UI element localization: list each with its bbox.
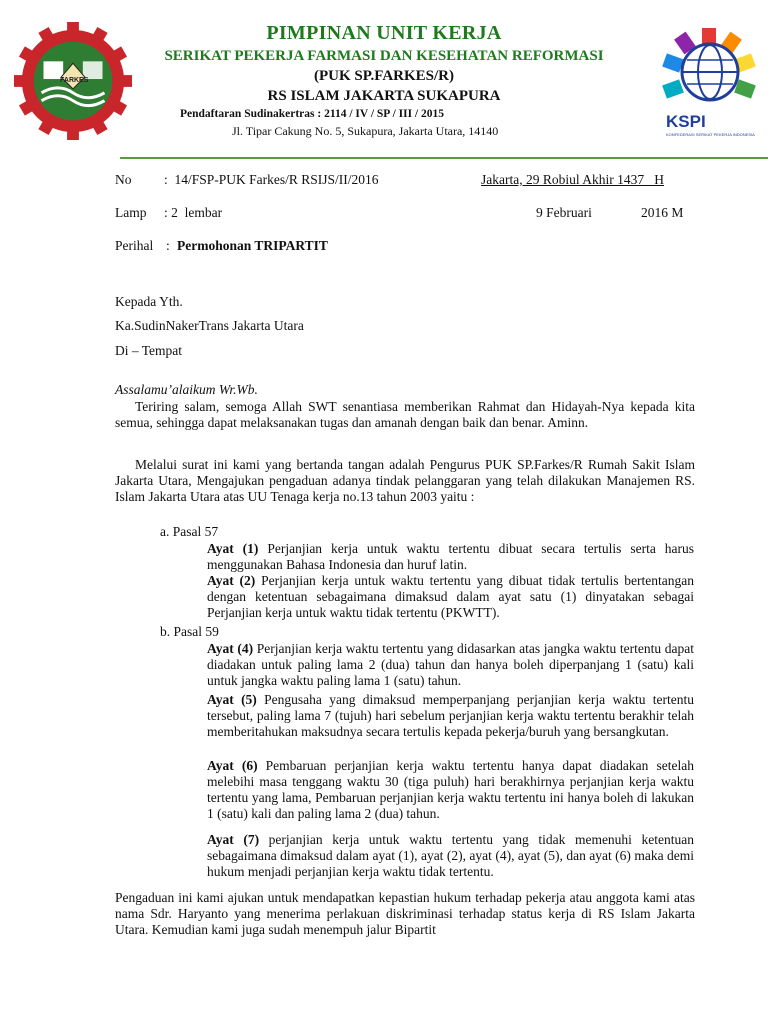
letterhead xyxy=(0,0,768,160)
letterhead-org: SERIKAT PEKERJA FARMASI DAN KESEHATAN REFORMASI xyxy=(164,48,604,64)
recipient-line1: Kepada Yth. xyxy=(115,294,183,309)
pasal-b-ayat-7 xyxy=(207,832,694,880)
ayat-label: Ayat (4) xyxy=(207,641,254,656)
paragraph-3-text: Pengaduan ini kami ajukan untuk mendapatkan kepastian hukum terhadap pekerja atau anggota kami atas nama Sdr. Haryanto yang menerima perlakuan diskriminasi terhadap status kerja di RS Islam Jakarta Utara. Kemudian kami juga sudah menempuh jalur Bipartit xyxy=(115,890,695,937)
ayat-text: Pembaruan perjanjian kerja waktu tertentu hanya dapat diadakan setelah melebihi masa tenggang waktu 30 (tiga puluh) hari berakhirnya perjanjian kerja waktu tertentu yang lama, Pembaruan perjanjian kerja waktu tertentu ini hanya boleh di lakukan 1 (satu) kali dan paling lama 2 (dua) tahun. xyxy=(207,758,694,821)
letterhead-title: PIMPINAN UNIT KERJA xyxy=(266,22,502,44)
date-masehi: 9 Februari xyxy=(536,205,592,220)
perihal-label: Perihal xyxy=(115,238,154,253)
paragraph-2 xyxy=(115,457,695,505)
kspi-logo-caption: KONFEDERASI SERIKAT PEKERJA INDONESIA xyxy=(666,132,755,137)
letterhead-registration: Pendaftaran Sudinakertras : 2114 / IV / SP / III / 2015 xyxy=(180,108,445,120)
no-value: : 14/FSP-PUK Farkes/R RSIJS/II/2016 xyxy=(164,172,379,187)
ayat-text: perjanjian kerja untuk waktu tertentu yang tidak memenuhi ketentuan sebagaimana dimaksud dalam ayat (1), ayat (2), ayat (4), ayat (5), dan ayat (6) maka demi hukum menjadi perjanjian kerja waktu tidak tertentu. xyxy=(207,832,694,879)
perihal-colon: : xyxy=(166,238,170,253)
ayat-label: Ayat (5) xyxy=(207,692,257,707)
ayat-label: Ayat (6) xyxy=(207,758,258,773)
pasal-b-heading: b. Pasal 59 xyxy=(160,624,219,639)
ayat-text: Perjanjian kerja untuk waktu tertentu dibuat secara tertulis serta harus menggunakan Bahasa Indonesia dan huruf latin. xyxy=(207,541,694,572)
ayat-label: Ayat (2) xyxy=(207,573,256,588)
lamp-value: : 2 lembar xyxy=(164,205,223,220)
letterhead-divider xyxy=(120,157,768,159)
ayat-label: Ayat (1) xyxy=(207,541,259,556)
no-label: No xyxy=(115,172,132,187)
year-masehi: 2016 M xyxy=(641,205,684,220)
pasal-b-ayat-6 xyxy=(207,758,694,822)
paragraph-1 xyxy=(115,399,695,431)
ayat-text: Perjanjian kerja untuk waktu tertentu yang dibuat tidak tertulis bertentangan dengan ketentuan sebagaimana dimaksud dalam ayat satu (1) dinyatakan sebagai Perjanjian kerja untuk waktu tidak tertentu (PKWTT). xyxy=(207,573,695,620)
perihal-value: Permohonan TRIPARTIT xyxy=(177,238,328,253)
pasal-a-heading: a. Pasal 57 xyxy=(160,524,219,539)
recipient-line2: Ka.SudinNakerTrans Jakarta Utara xyxy=(115,318,304,333)
place-date-hijri: Jakarta, 29 Robiul Akhir 1437 H xyxy=(481,172,664,187)
ayat-label: Ayat (7) xyxy=(207,832,260,847)
paragraph-1-text: Teriring salam, semoga Allah SWT senantiasa memberikan Rahmat dan Hidayah-Nya kepada kita semua, sehingga dapat melaksanakan tugas dan amanah dengan baik dan benar. Aminn. xyxy=(115,399,695,430)
pasal-b-ayat-5 xyxy=(207,692,694,740)
pasal-b-ayat-4 xyxy=(207,641,694,689)
ayat-text: Perjanjian kerja waktu tertentu yang didasarkan atas jangka waktu tertentu dapat diadakan untuk paling lama 2 (dua) tahun dan hanya boleh diperpanjang 1 (satu) kali untuk jangka waktu paling lama 1 (satu) tahun. xyxy=(207,641,695,688)
lamp-label: Lamp xyxy=(115,205,147,220)
letterhead-hospital: RS ISLAM JAKARTA SUKAPURA xyxy=(267,88,501,104)
pasal-a-ayat-2 xyxy=(207,573,694,621)
paragraph-3 xyxy=(115,890,695,938)
letterhead-abbr: (PUK SP.FARKES/R) xyxy=(313,68,454,84)
greeting: Assalamu’alaikum Wr.Wb. xyxy=(115,382,258,397)
farkes-logo-text: FARKES xyxy=(60,77,89,84)
letterhead-address: Jl. Tipar Cakung No. 5, Sukapura, Jakarta Utara, 14140 xyxy=(232,124,499,138)
ayat-text: Pengusaha yang dimaksud memperpanjang perjanjian kerja waktu tertentu tersebut, paling lama 7 (tujuh) hari sebelum perjanjian kerja waktu tertentu berakhir telah memberitahukan maksudnya secara tertulis kepada pekerja/buruh yang bersangkutan. xyxy=(207,692,695,739)
pasal-a-ayat-1 xyxy=(207,541,694,573)
recipient-line3: Di – Tempat xyxy=(115,343,183,358)
paragraph-2-text: Melalui surat ini kami yang bertanda tangan adalah Pengurus PUK SP.Farkes/R Rumah Sakit Islam Jakarta Utara, Mengajukan pengaduan adanya tindak pelanggaran yang telah dilakukan Manajemen RS. Islam Jakarta Utara atas UU Tenaga kerja no.13 tahun 2003 yaitu : xyxy=(115,457,695,504)
kspi-logo-text: KSPI xyxy=(666,112,706,131)
